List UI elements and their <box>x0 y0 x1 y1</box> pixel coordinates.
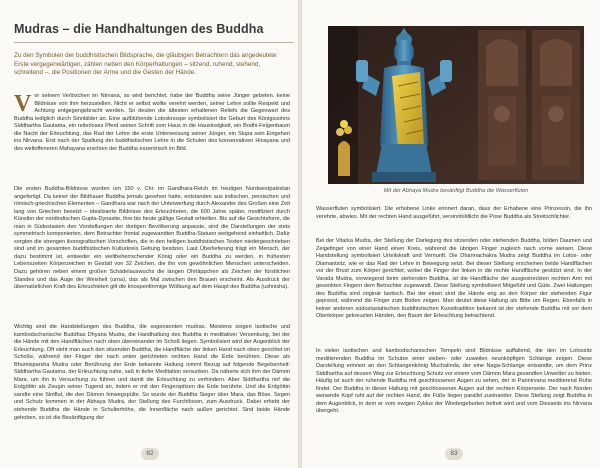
paragraph-2: Die ersten Buddha-Bildnisse wurden um 150 v. Chr. im Gandhara-Reich im heutigen Nordwestpakistan angefertigt. Da keiner der Bildhauer Buddha jemals gesehen hatte, entstanden aus indischen, persischen und römisch-griechischen Elementen – Gandhara war nach der Unterwerfung durch Alexander des Großen eine Zeit lang von Griechen besetzt – idealisierte Bildnisse des Erleuchteten, die 600 Jahre später, modifiziert durch Künstler der nordindischen Gupta-Dynastie, ihre bis heute gültige Gestalt erhielten. Bis auf die Gesichtsform, die man in Südostasien den Vorstellungen der dortigen Bevölkerung anpasste, sind die Darstellungen der stets symmetrisch komponierten, dem Betrachter frontal zugewandten Buddha-Statuen weitgehend einheitlich. Dafür sorgten die strengen ikonografischen Vorschriften, die in den heiligen buddhistischen Texten niedergeschrieben sind und im gesamten buddhistischen Kulturkreis Geltung besitzen. Laut Überlieferung trägt ein Mensch, der dazu bestimmt ist, entweder ein weltbeherrschender König oder ein Buddha zu werden, in frühesten Lebenszeiten Körperzeichen in Gestalt von 32 Zeichen, die ihn von gewöhnlichen Menschen unterscheiden. Dazu gehören neben einem großen Schädelauswuchs die langen Ohrläppchen als Zeichen der fürstlichen Standes und das Auge der Weisheit (urna), das als Mal zwischen den Brauen erscheint. Als Ausdruck der übernatürlichen Kraft des Erleuchteten gilt die knospenförmige Wölbung auf dem Haupt des Buddha (ushnisha). <box>14 186 290 291</box>
right-paragraph-1: Wasserfluten symbolisiert. Die erhobene Linke erinnert daran, dass der Erhabene eine Prinzessin, die ihn verehrte, abwies. Mit der rechten Hand ausgeführt, versinnbildlicht die Pose Buddha als Streitschlichter. <box>316 206 592 220</box>
paragraph-3: Wichtig sind die Handstellungen des Buddha, die sogenannten mudras. Meistens zeigen laotische und kambodschanische Buddhas Dhyana Mudra, die Handhaltung des Buddha in meditativer Versenkung, bei der die Hände mit den Handflächen nach oben übereinander im Schoß liegen. Symbolisiert wird der Augenblick der Erleuchtung. Oft sieht man auch den sitzenden Buddha, die Handfläche der linken Hand nach oben gerichtet im Schoße, während der Finger der nach unten gerichteten rechten Hand die Erde berühren. Diese als Bhumisparsha Mudra oder Berührung der Erde bekannte Haltung nimmt Bezug auf folgende Begebenheit: Siddhartha Gautama, der Erleuchtung nahe, saß in tiefer Meditation versunken. Da näherte sich ihm der Dämon Mara, um ihn in Versuchung zu führen und damit die Erleuchtung zu verhindern. Aber Siddhartha rief die Erdgöttin als Zeugin seiner Tugend an, indem er mit den Fingerspitzen die Erde berührte. Und die Erdgöttin sandte eine Sintflut, die den Dämon hinwegspülte. So wurde der Buddha Sieger über Mara, das Böse. Segen und Schutz kommen in der Abhaya Mudra, der Stellung des Furchtlosen, zum Ausdruck. Dabei erhebt der stehende Buddha die Hände in Schulterhöhe, die Innenfläche nach außen gerichtet. Sind beide Hände gehoben, so ist die Besänftigung der <box>14 324 290 421</box>
title-bar <box>14 20 294 43</box>
intro-paragraph: Zu den Symbolen der buddhistischen Bildsprache, die gläubigen Betrachtern das angedeutete Erste vergegenwärtigen, zählen neben den Körperhaltungen – sitzend, ruhend, stehend, schreitend –, die Positionen der Arme und die Gesten der Hände. <box>14 52 277 77</box>
paragraph-1-text: or seinem Verlöschen im Nirvana, so wird berichtet, habe der Buddha seine Jünger gebeten, keine Bildnisse von ihm herzustellen. Nicht er selbst wollte verehrt werden, seiner Lehre sollte Respekt und Achtung entgegengebracht werden. So deuten die ältesten erhaltenen Reliefs die Gegenwart des Buddha lediglich durch Sinnbilder an. Eine aufblühende Lotosknospe symbolisiert die Geburt des Königssohns Siddhartha Gautama, ein reiterloses Pferd seinen Schritt vom Haus in die Hauslosigkeit, ein Bodhi-Feigenbaum die Nacht der Erleuchtung, das Rad der Lehre die erste Unterweisung seiner Jünger, ein Stupa sein Eingehen ins Nirvana. Erst nach der Spaltung der buddhistischen Lehre in die Schulen des konservativen Hinayana und des weltoffeneren Mahayana erschien der Buddha exzentrisch im Bild. <box>14 93 290 152</box>
paragraph-1 <box>14 93 290 153</box>
page-title: Mudras – die Handhaltungen des Buddha <box>14 22 264 36</box>
left-page <box>0 0 298 468</box>
page-number-left: 82 <box>146 450 154 457</box>
right-paragraph-3: In vielen laotischen und kambodschanischen Tempeln sind Bildnisse auffallend, die den im Lotossitz meditierenden Buddha im Schutze einer sieben- oder zuweilen neunköpfigen Schlange zeigen. Diese Darstellung erinnert an den Schlangenkönig Muchalinda, der eine Naga-Schlange entsandte, um dem Prinz Siddhartha auf dessen Weg zur Erleuchtung Schutz vor einem vom Dämon Mara gesandten Unwetter zu bieten. Häufig ist auch der ruhende Buddha mit geschlossenen Augen zu sehen, der in Parinirvana meditierend Ruhe findet. Der Buddha in dieser Haltung mit geschlossenen Augen auf der rechten Körperseite. Der nach Norden weisende Kopf ruht auf der rechten Hand, die Füße liegen parallel zueinander. Diese Stellung zeigt Buddha in dem Augenblick, in dem er vom ewigen Zyklus der Wiedergeburten befreit wird und vom Diesseits ins Nirvana übergeht. <box>316 348 592 415</box>
dropcap: V <box>14 91 32 117</box>
buddha-statue-photo <box>328 26 584 184</box>
right-paragraph-2: Bei der Vitarka Mudra, der Stellung der Darlegung des sitzenden oder stehenden Buddha, bilden Daumen und Zeigefinger von einer Hand einen Kreis, während die übrigen Finger zugleich nach vorne weisen. Diese Handstellung symbolisiert Urteilskraft und Vernunft. Die Dharmachakra Mudra zeigt Buddha im Lotos- oder Diamantsitz, wie er das Rad der Lehre in Bewegung setzt. Bei dieser Stellung erscheinen beide Handflächen vor der Brust zum Körper gerichtet, wobei die Finger der linken in die rechte Handfläche gestützt sind. In der Varada Mudra, vorwiegend beim stehenden Buddha, ist die Handfläche der ausgestreckten rechten Arm mit gesenkten Fingern dem Betrachter zugewandt. Diese Stellung symbolisiert Mitgefühl und Güte. Zwei Haltungen des Buddha sind originär laotisch. Bei der einen sind die Hände eng an den Körper der stehenden Figur gepresst, während die Finger zum Boden zeigen. Man deutet diese Haltung als Bitte um Regen. Ebenfalls in keiner anderen südostasiatischen buddhistischen Kunsttradition bekannt ist der stehende Buddha mit vor dem Oberkörper gekreuzten Händen, den Baum der Erleuchtung betrachtend. <box>316 238 592 320</box>
buddha-statue-illustration <box>328 26 584 184</box>
photo-caption: Mit der Abhaya Mudra besänftigt Buddha die Wasserfluten <box>383 188 529 194</box>
page-number-right: 83 <box>450 450 458 457</box>
right-page <box>302 0 600 468</box>
